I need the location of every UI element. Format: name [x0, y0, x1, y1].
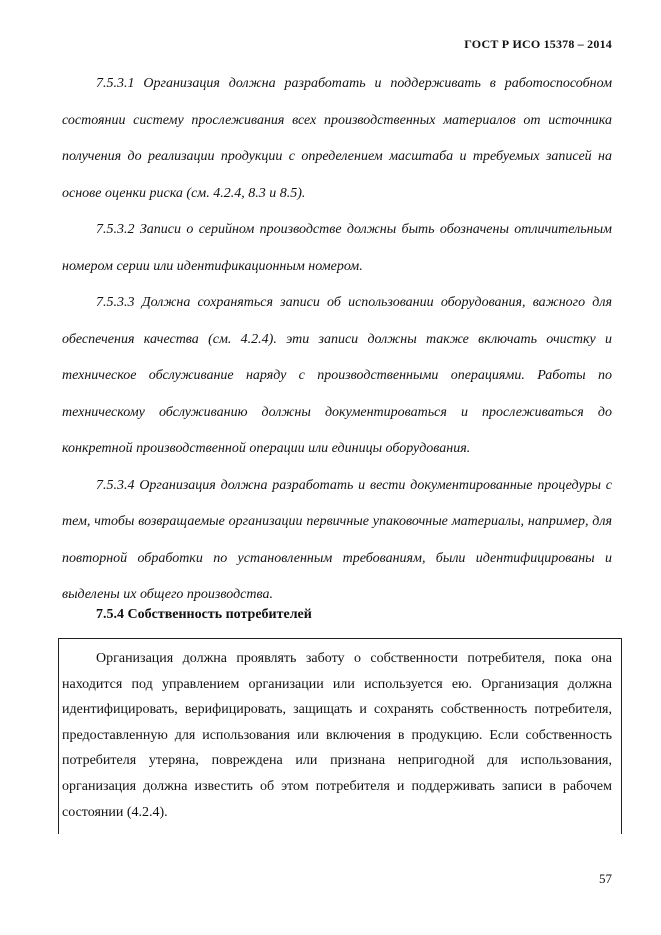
clause-7-5-3-2: 7.5.3.2 Записи о серийном производстве должны быть обозначены отличительным номером серии или идентификационным номером.: [62, 222, 612, 274]
italic-clauses: [62, 66, 612, 614]
page-number: 57: [599, 871, 612, 886]
quoted-requirement-text: Организация должна проявлять заботу о собственности потребителя, пока она находится под управлением организации или используется ею. Организация должна идентифицировать, верифицировать, защищать и сохранять собственность потребителя, предоставленную для использования или включения в продукцию. Если собственность потребителя утеряна, повреждена или признана непригодной для использования, организация должна известить об этом потребителя и поддерживать записи в рабочем состоянии (4.2.4).: [62, 651, 612, 820]
clause-7-5-3-4: 7.5.3.4 Организация должна разработать и вести документированные процедуры с тем, чтобы возвращаемые организации первичные упаковочные материалы, например, для повторной обработки по установленным требованиям, были идентифицированы и выделены их общего производства.: [62, 477, 612, 602]
clause-7-5-3-3: 7.5.3.3 Должна сохраняться записи об использовании оборудования, важного для обеспечения качества (см. 4.2.4). эти записи должны также включать очистку и техническое обслуживание наряду с производственными операциями. Работы по техническому обслуживанию должны документироваться и прослеживаться до конкретной производственной операции или единицы оборудования.: [62, 295, 612, 456]
section-title: 7.5.4 Собственность потребителей: [96, 607, 312, 622]
document-header: ГОСТ Р ИСО 15378 – 2014: [464, 37, 612, 51]
clause-7-5-3-1: 7.5.3.1 Организация должна разработать и поддерживать в работоспособном состоянии систему прослеживания всех производственных материалов от источника получения до реализации продукции с определением масштаба и требуемых записей на основе оценки риска (см. 4.2.4, 8.3 и 8.5).: [62, 76, 612, 201]
